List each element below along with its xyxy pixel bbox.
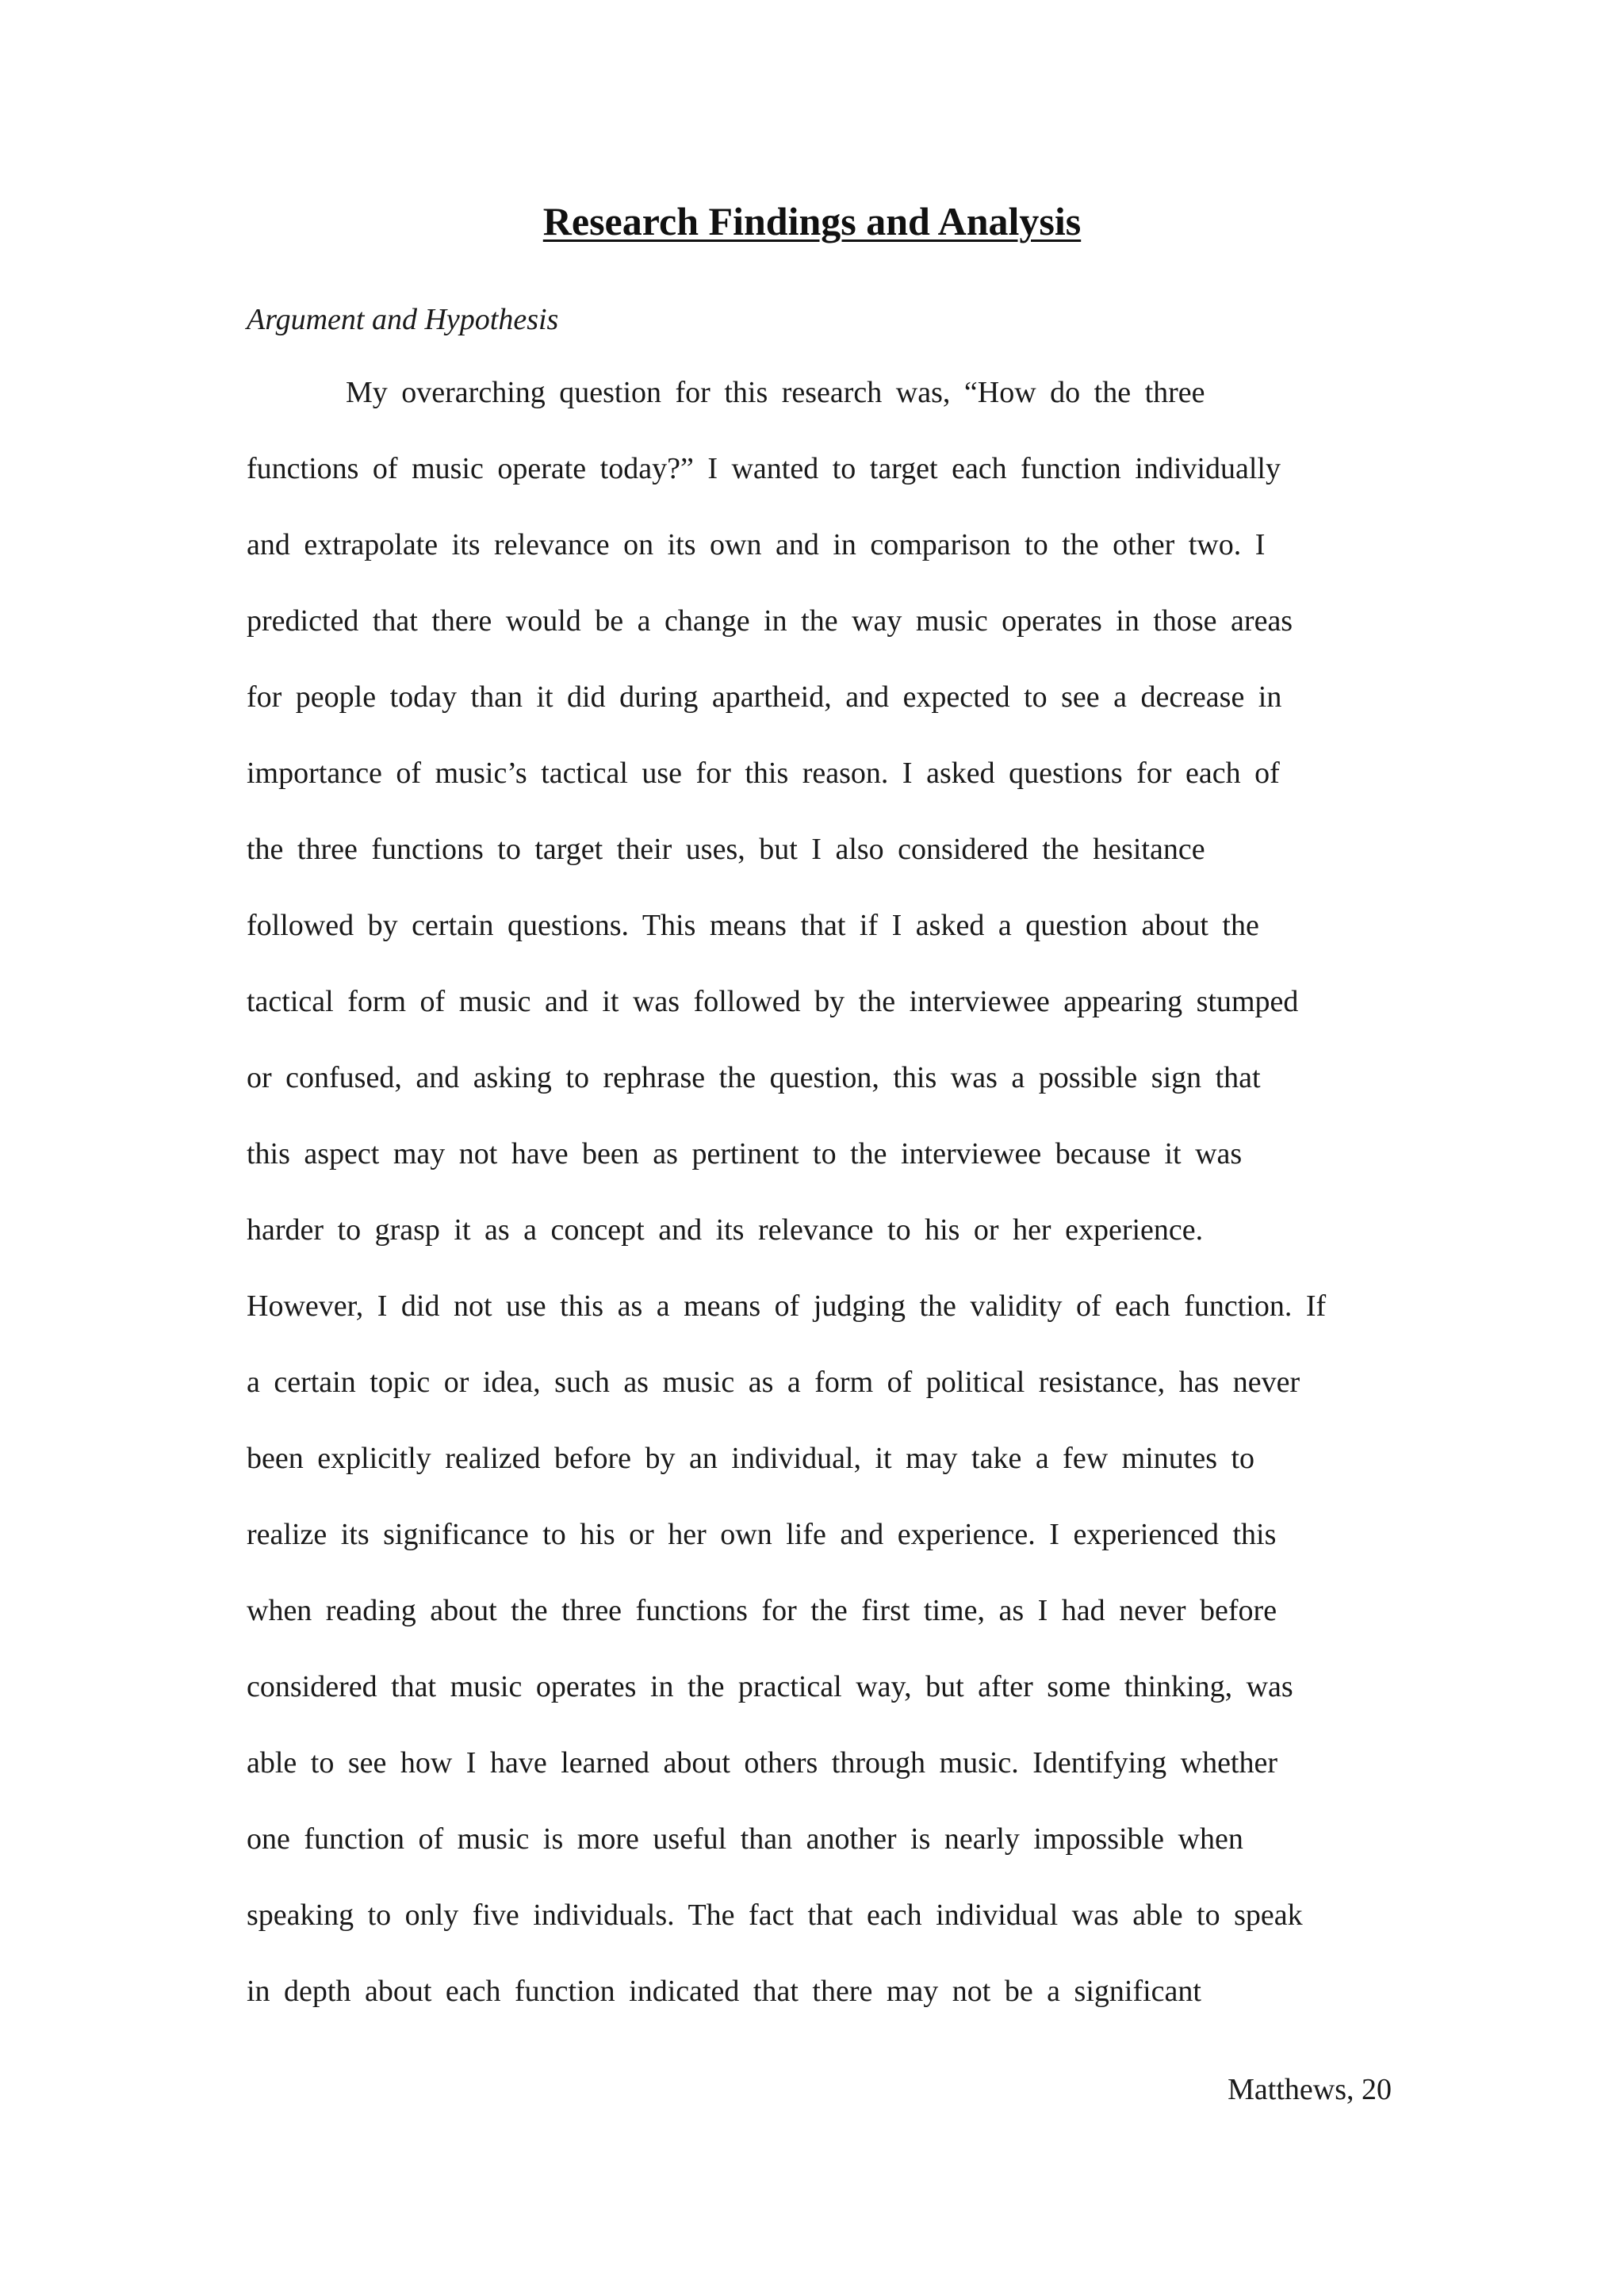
paragraph-line: and extrapolate its relevance on its own and in comparison to the other two. I: [247, 528, 1266, 561]
paragraph-line: in depth about each function indicated that there may not be a significant: [247, 1975, 1201, 2008]
paragraph-line: harder to grasp it as a concept and its relevance to his or her experience.: [247, 1213, 1204, 1247]
page-footer: Matthews, 20: [1228, 2073, 1392, 2106]
paragraph-line: tactical form of music and it was followed by the interviewee appearing stumped: [247, 985, 1299, 1018]
paragraph-line: been explicitly realized before by an individual, it may take a few minutes to: [247, 1442, 1255, 1475]
paragraph-line: My overarching question for this research was, “How do the three: [346, 376, 1205, 409]
paragraph-line: functions of music operate today?” I wanted to target each function individually: [247, 452, 1281, 485]
paragraph-line: a certain topic or idea, such as music as a form of political resistance, has never: [247, 1366, 1300, 1399]
paragraph-line: for people today than it did during apartheid, and expected to see a decrease in: [247, 680, 1282, 714]
paragraph-line: speaking to only five individuals. The fact that each individual was able to speak: [247, 1898, 1303, 1932]
paragraph-line: realize its significance to his or her own life and experience. I experienced this: [247, 1518, 1277, 1551]
paragraph-line: predicted that there would be a change in the way music operates in those areas: [247, 604, 1293, 638]
body-paragraph: [247, 369, 1396, 2044]
paragraph-line: or confused, and asking to rephrase the question, this was a possible sign that: [247, 1061, 1261, 1094]
paragraph-line: one function of music is more useful than another is nearly impossible when: [247, 1822, 1243, 1856]
paragraph-line: followed by certain questions. This means that if I asked a question about the: [247, 909, 1259, 942]
paragraph-line: However, I did not use this as a means of judging the validity of each function. If: [247, 1289, 1327, 1323]
paragraph-line: considered that music operates in the practical way, but after some thinking, was: [247, 1670, 1293, 1703]
paragraph-line: the three functions to target their uses, but I also considered the hesitance: [247, 833, 1205, 866]
section-subheading: Argument and Hypothesis: [247, 303, 559, 336]
paragraph-line: when reading about the three functions for the first time, as I had never before: [247, 1594, 1277, 1627]
page-title: Research Findings and Analysis: [542, 199, 1082, 243]
paragraph-line: this aspect may not have been as pertinent to the interviewee because it was: [247, 1137, 1243, 1170]
paragraph-line: able to see how I have learned about others through music. Identifying whether: [247, 1746, 1278, 1780]
paragraph-line: importance of music’s tactical use for this reason. I asked questions for each of: [247, 757, 1280, 790]
